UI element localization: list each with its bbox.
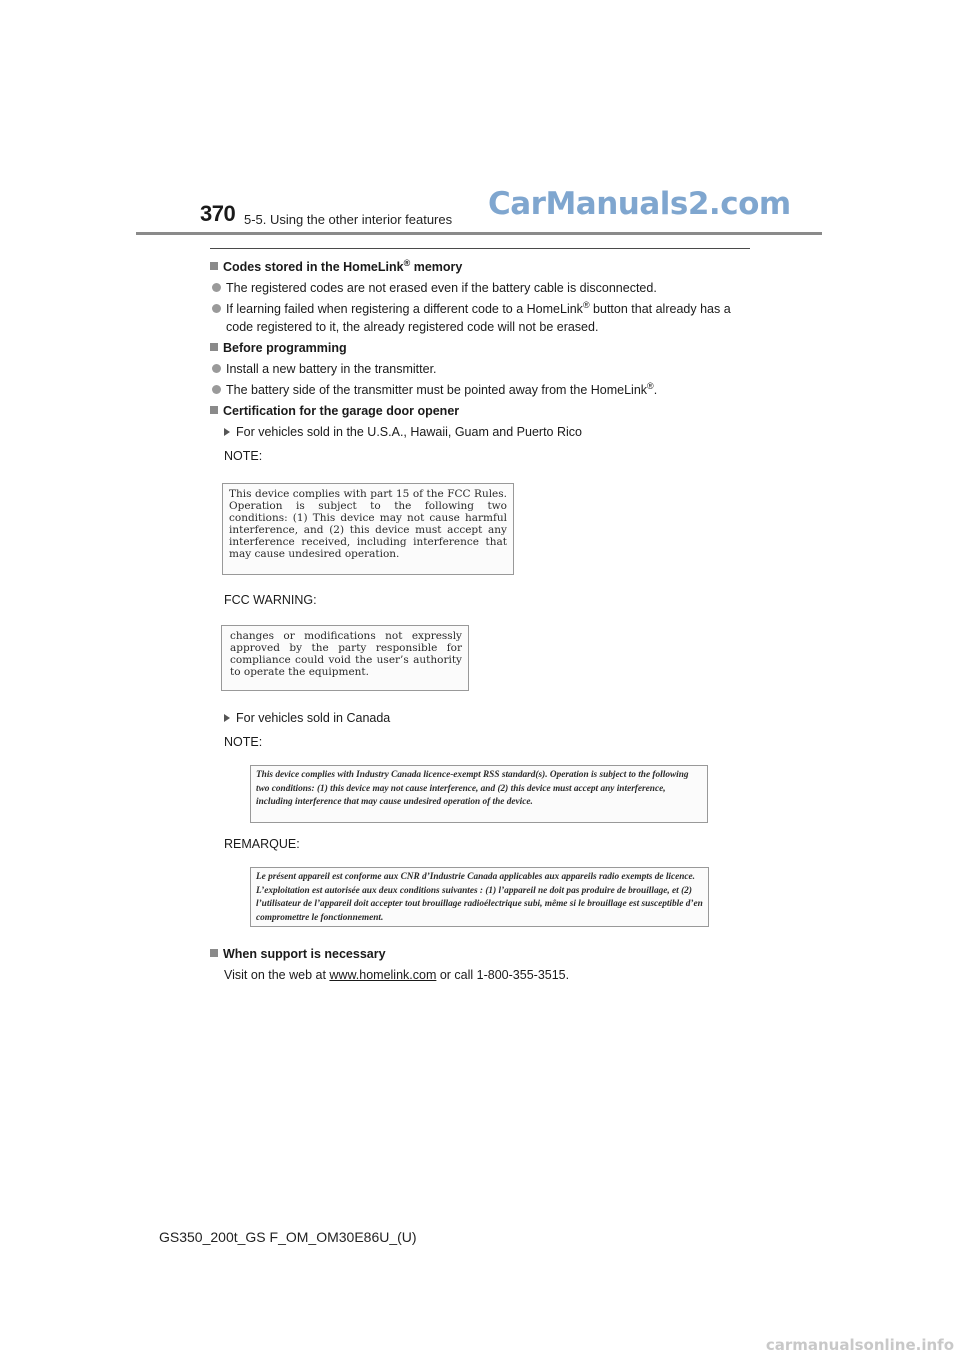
- circle-bullet-icon: [212, 385, 221, 394]
- fcc-warning-box: [221, 625, 469, 691]
- homelink-link[interactable]: www.homelink.com: [329, 968, 437, 982]
- note-label: NOTE:: [224, 449, 263, 463]
- remarque-label: REMARQUE:: [224, 837, 300, 851]
- ic-remarque-text: Le présent appareil est conforme aux CNR d’Industrie Canada applicables aux appareils radio exempts de licence. L’exploitation est autorisée aux deux conditions suivantes : (1) l’appareil ne doit pas produire de brouillage, et (2) l’utilisateur de l’appareil doit accepter tout brouillage radioélectrique subi, même si le brouillage est susceptible d’en compromettre le fonctionnement.: [256, 872, 703, 923]
- circle-bullet-icon: [212, 283, 221, 292]
- canada-note-label: NOTE:: [224, 735, 263, 749]
- ic-note-text: This device complies with Industry Canada licence-exempt RSS standard(s). Operation is subject to the following two conditions: (1) this device may not cause interference, and (2) this device must accept any interference, including interference that may cause undesired operation of the device.: [256, 770, 689, 807]
- list-item: The battery side of the transmitter must be pointed away from the HomeLink®.: [210, 381, 755, 399]
- heading-certification: Certification for the garage door opener: [210, 402, 755, 420]
- page-number: 370: [200, 201, 236, 226]
- arrow-right-icon: [224, 714, 230, 722]
- list-item: The registered codes are not erased even if the battery cable is disconnected.: [210, 279, 755, 297]
- heading-codes-stored: Codes stored in the HomeLink® memory: [210, 258, 755, 276]
- fcc-warning-text: changes or modifications not expressly approved by the party responsible for compliance could void the user’s authority to operate the equipment.: [230, 630, 462, 678]
- support-text: Visit on the web at www.homelink.com or call 1-800-355-3515.: [224, 968, 570, 982]
- header-rule: [136, 232, 822, 235]
- canada-item: For vehicles sold in Canada: [210, 709, 755, 727]
- circle-bullet-icon: [212, 364, 221, 373]
- usa-item: For vehicles sold in the U.S.A., Hawaii, Guam and Puerto Rico: [210, 423, 755, 441]
- square-bullet-icon: [210, 343, 218, 351]
- square-bullet-icon: [210, 949, 218, 957]
- fcc-note-text: This device complies with part 15 of the FCC Rules. Operation is subject to the following two conditions: (1) This device may not cause harmful interference, and (2) this device must accept any interference received, including interference that may cause undesired operation.: [229, 488, 507, 560]
- fcc-warning-label: FCC WARNING:: [224, 593, 317, 607]
- square-bullet-icon: [210, 262, 218, 270]
- circle-bullet-icon: [212, 304, 221, 313]
- content: [210, 258, 755, 984]
- watermark-logo: CarManuals2.com: [488, 186, 791, 222]
- ic-remarque-box: [250, 867, 709, 927]
- section-title: 5-5. Using the other interior features: [244, 212, 453, 227]
- footer-watermark: carmanualsonline.info: [765, 1336, 954, 1354]
- ic-note-box: [250, 765, 708, 823]
- heading-support: When support is necessary: [210, 945, 755, 963]
- list-item: Install a new battery in the transmitter.: [210, 360, 755, 378]
- content-rule: [210, 248, 750, 249]
- footer-code: GS350_200t_GS F_OM_OM30E86U_(U): [159, 1229, 417, 1245]
- list-item: If learning failed when registering a different code to a HomeLink® button that already has a code registered to it, the already registered code will not be erased.: [210, 300, 755, 336]
- fcc-note-box: [222, 483, 514, 575]
- square-bullet-icon: [210, 406, 218, 414]
- arrow-right-icon: [224, 428, 230, 436]
- heading-before-programming: Before programming: [210, 339, 755, 357]
